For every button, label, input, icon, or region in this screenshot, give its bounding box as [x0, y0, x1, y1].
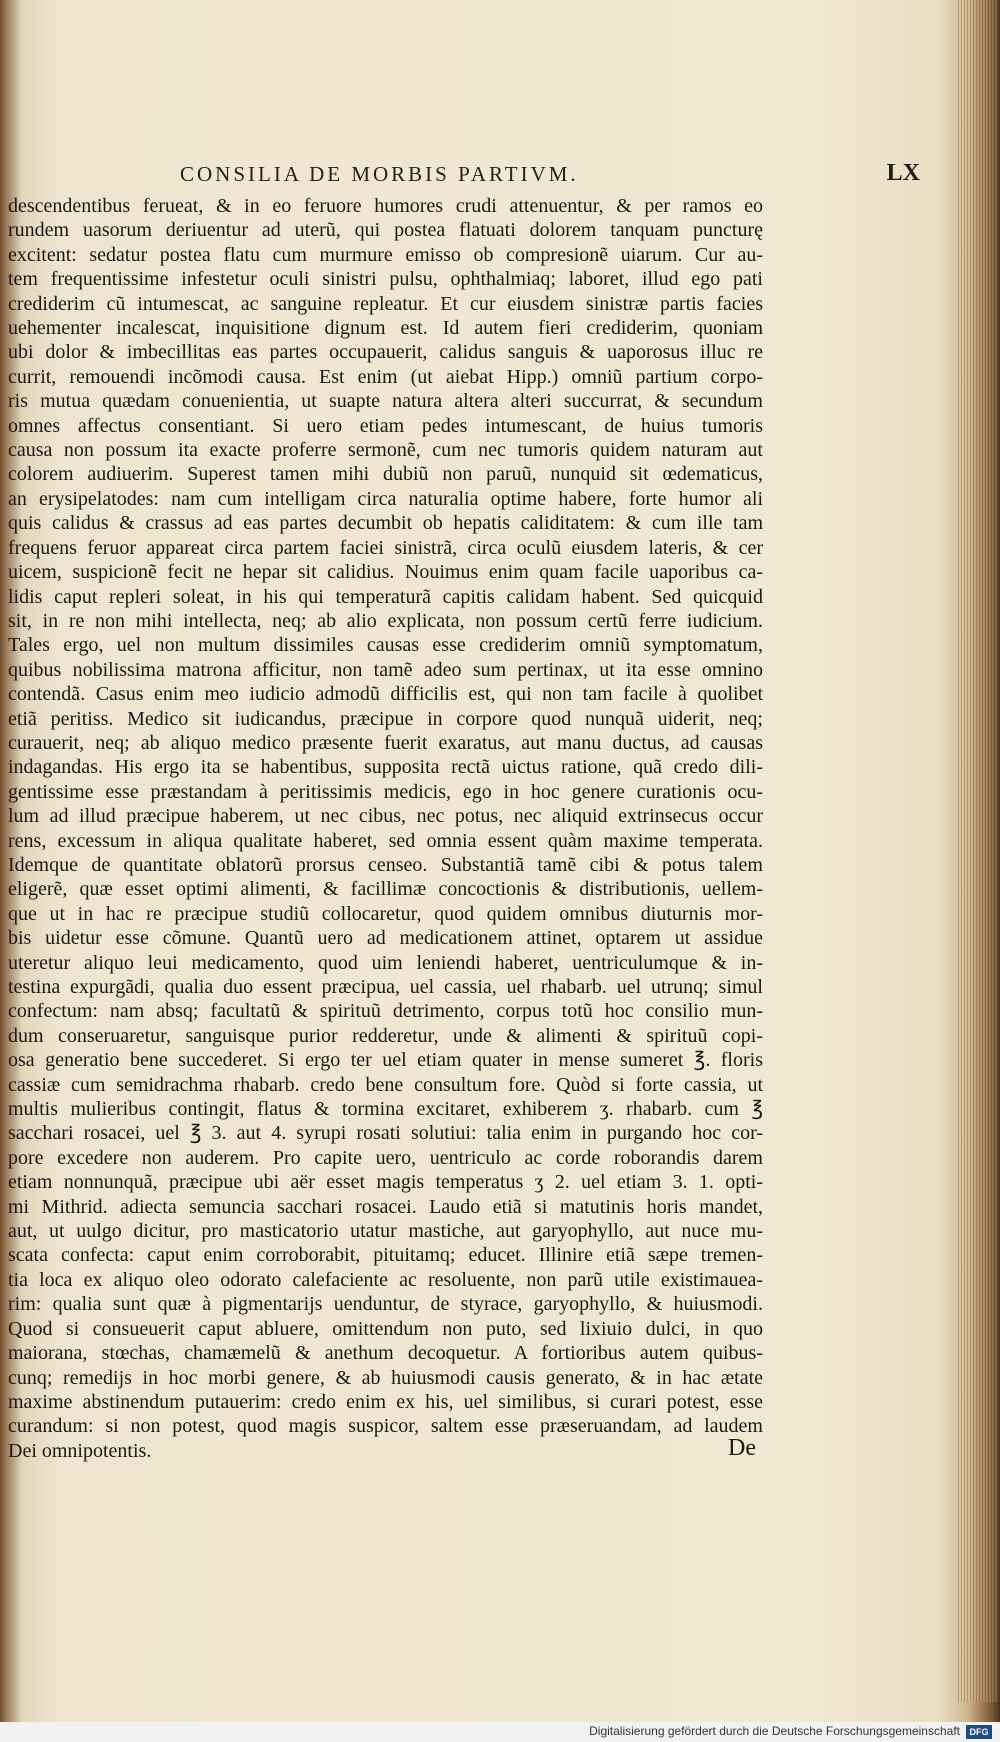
text-line: Dei omnipotentis. [8, 1439, 152, 1462]
text-line: lum ad illud præcipue haberem, ut nec cibus, nec potus, nec aliquid extrinsecus occur [8, 805, 763, 828]
text-line: rundem uasorum deriuentur ad uterũ, qui postea flatuati dolorem tanquam puncturę [8, 219, 763, 242]
text-line: mi Mithrid. adiecta semuncia sacchari rosacei. Laudo etiã si matutinis horis mandet, [8, 1195, 763, 1218]
text-line: etiã peritiss. Medico sit iudicandus, præcipue in corpore quod nunquã uiderit, neq; [8, 707, 763, 730]
text-line: uicem, suspicionẽ fecit ne hepar sit calidius. Nouimus enim quam facile uaporibus ca- [8, 561, 763, 584]
footer-credit: Digitalisierung gefördert durch die Deutsche Forschungsgemeinschaft [589, 1724, 960, 1738]
text-line: lidis caput repleri soleat, in his qui temperaturã capitis calidam habent. Sed quicquid [8, 585, 763, 608]
text-line: causa non possum ita exacte proferre sermonẽ, cum nec tumoris quidem naturam aut [8, 439, 763, 462]
text-line: colorem audiuerim. Superest tamen mihi dubiũ non paruũ, nunquid sit œdematicus, [8, 463, 763, 486]
text-line: quibus nobilissima matrona afficitur, non tamẽ adeo sum pertinax, ut ita esse omnino [8, 658, 763, 681]
text-line: dum conseruaretur, sanguisque purior redderetur, unde & alimenti & spirituũ copi- [8, 1024, 763, 1047]
text-line: uteretur aliquo leui medicamento, quod uim leniendi haberet, uentriculumque & in- [8, 951, 763, 974]
text-line: testina expurgãdi, qualia duo essent præcipua, uel cassia, uel rhabarb. uel utrunq; simul [8, 976, 763, 998]
text-line: tia loca ex aliquo oleo odorato calefaciente ac resoluente, non parũ utile existimauea- [8, 1268, 763, 1291]
running-title: CONSILIA DE MORBIS PARTIVM. [180, 162, 579, 186]
text-line: confectum: nam absq; facultatũ & spirituũ detrimento, corpus totũ hoc consilio mun- [8, 1000, 763, 1023]
text-line: rens, excessum in aliqua qualitate haberet, sed omnia essent quàm maxime temperata. [8, 829, 763, 852]
text-line: gentissime esse præstandam à peritissimis medicis, ego in hoc genere curationis ocu- [8, 780, 763, 803]
text-line: que ut in hac re præcipue studiũ collocaretur, quod quidem omnibus diuturnis mor- [8, 902, 763, 925]
body-text [8, 194, 763, 1463]
text-line: uehementer incalescat, inquisitione dignum est. Id autem fieri crediderim, quoniam [8, 317, 763, 340]
text-line: crediderim cũ intumescat, ac sanguine repleatur. Et cur eiusdem sinistræ partis facies [8, 292, 763, 315]
text-line: etiam nonnunquã, præcipue ubi aër esset magis temperatus ʒ 2. uel etiam 3. 1. opti- [8, 1171, 763, 1194]
text-line: eligerẽ, quæ esset optimi alimenti, & facillimæ concoctionis & distributionis, uellem- [8, 878, 763, 901]
text-line: an erysipelatodes: nam cum intelligam circa naturalia optime habere, forte humor ali [8, 487, 763, 510]
text-line: maiorana, stœchas, chamæmelũ & anethum decoquetur. A fortioribus autem quibus- [8, 1342, 763, 1365]
text-line: sit, in re non mihi intellecta, neq; ab alio explicata, non possum certũ ferre iudicium. [8, 609, 763, 632]
text-line: Tales ergo, uel non multum dissimiles causas esse crediderim omniũ symptomatum, [8, 634, 763, 657]
text-line: cassiæ cum semidrachma rhabarb. credo bene consultum fore. Quòd si forte cassia, ut [8, 1073, 763, 1096]
text-line: currit, remouendi incõmodi causa. Est enim (ut aiebat Hipp.) omniũ partium corpo- [8, 365, 763, 388]
text-line: maxime abstinendum putauerim: credo enim ex his, uel similibus, si curari potest, esse [8, 1390, 763, 1413]
text-line: frequens feruor appareat circa partem faciei sinistrã, circa oculũ eiusdem lateris, & cer [8, 536, 763, 559]
text-line: curandum: si non potest, quod magis suspicor, saltem esse præseruandam, ad laudem [8, 1415, 763, 1438]
page-number: LX [886, 160, 920, 186]
text-line: pore excedere non auderem. Pro capite uero, uentriculo ac corde roborandis darem [8, 1146, 763, 1169]
page-header [160, 162, 960, 192]
text-line: scata confecta: caput enim corroborabit, pituitamq; educet. Illinire etiã sæpe tremen- [8, 1244, 763, 1267]
text-line: multis mulieribus contingit, flatus & tormina excitaret, exhiberem ʒ. rhabarb. cum ℥ [8, 1098, 763, 1121]
dfg-logo-icon: DFG [966, 1725, 992, 1739]
text-line: osa generatio bene succederet. Si ergo ter uel etiam quater in mense sumeret ℥. floris [8, 1049, 763, 1072]
text-line: cunq; remedijs in hoc morbi genere, & ab huiusmodi causis generato, & in hac ætate [8, 1366, 763, 1389]
text-line: omnes affectus consentiant. Si uero etiam pedes intumescant, de huius tumoris [8, 414, 763, 437]
text-line: quis calidus & crassus ad eas partes decumbit ob hepatis caliditatem: & cum ille tam [8, 512, 763, 535]
digitization-footer [0, 1722, 1000, 1742]
text-line: indagandas. His ergo ita se habentibus, supposita rectã uictus ratione, quã credo dili- [8, 756, 763, 779]
catchword: De [728, 1435, 756, 1461]
text-line: contendã. Casus enim meo iudicio admodũ difficilis est, qui non tam facile à quolibet [8, 683, 763, 706]
text-line: aut, ut uulgo dicitur, pro masticatorio utatur mastiche, aut garyophyllo, aut nuce mu- [8, 1220, 763, 1243]
text-line: sacchari rosacei, uel ℥ 3. aut 4. syrupi rosati solutiui: talia enim in purgando hoc cor- [8, 1122, 763, 1145]
text-line: bis uidetur esse cõmune. Quantũ uero ad medicationem attinet, optarem ut assidue [8, 927, 763, 950]
text-line: Idemque de quantitate oblatorũ prorsus censeo. Substantiã tamẽ cibi & potus talem [8, 853, 763, 876]
page-edges [958, 0, 998, 1702]
text-line: excitent: sedatur postea flatu cum murmure emisso ob compresionẽ uiarum. Cur au- [8, 243, 763, 266]
text-line: ubi dolor & imbecillitas eas partes occupauerit, calidus sanguis & uaporosus illuc re [8, 341, 763, 364]
text-line: ris mutua quædam conuenientia, ut suapte natura altera alteri succurrat, & secundum [8, 390, 763, 413]
text-line: curauerit, neq; ab aliquo medico præsente fuerit exaratus, aut manu ductus, ad causas [8, 731, 763, 754]
text-line: rim: qualia sunt quæ à pigmentarijs uenduntur, de styrace, garyophyllo, & huiusmodi. [8, 1293, 763, 1316]
text-line: descendentibus ferueat, & in eo feruore humores crudi attenuentur, & per ramos eo [8, 195, 763, 217]
text-line: Quod si consueuerit caput abluere, omittendum non puto, sed lixiuio dulci, in quo [8, 1317, 763, 1340]
text-line: tem frequentissime infestetur oculi sinistri pulsu, ophthalmiaq; laboret, illud ego pati [8, 268, 763, 291]
